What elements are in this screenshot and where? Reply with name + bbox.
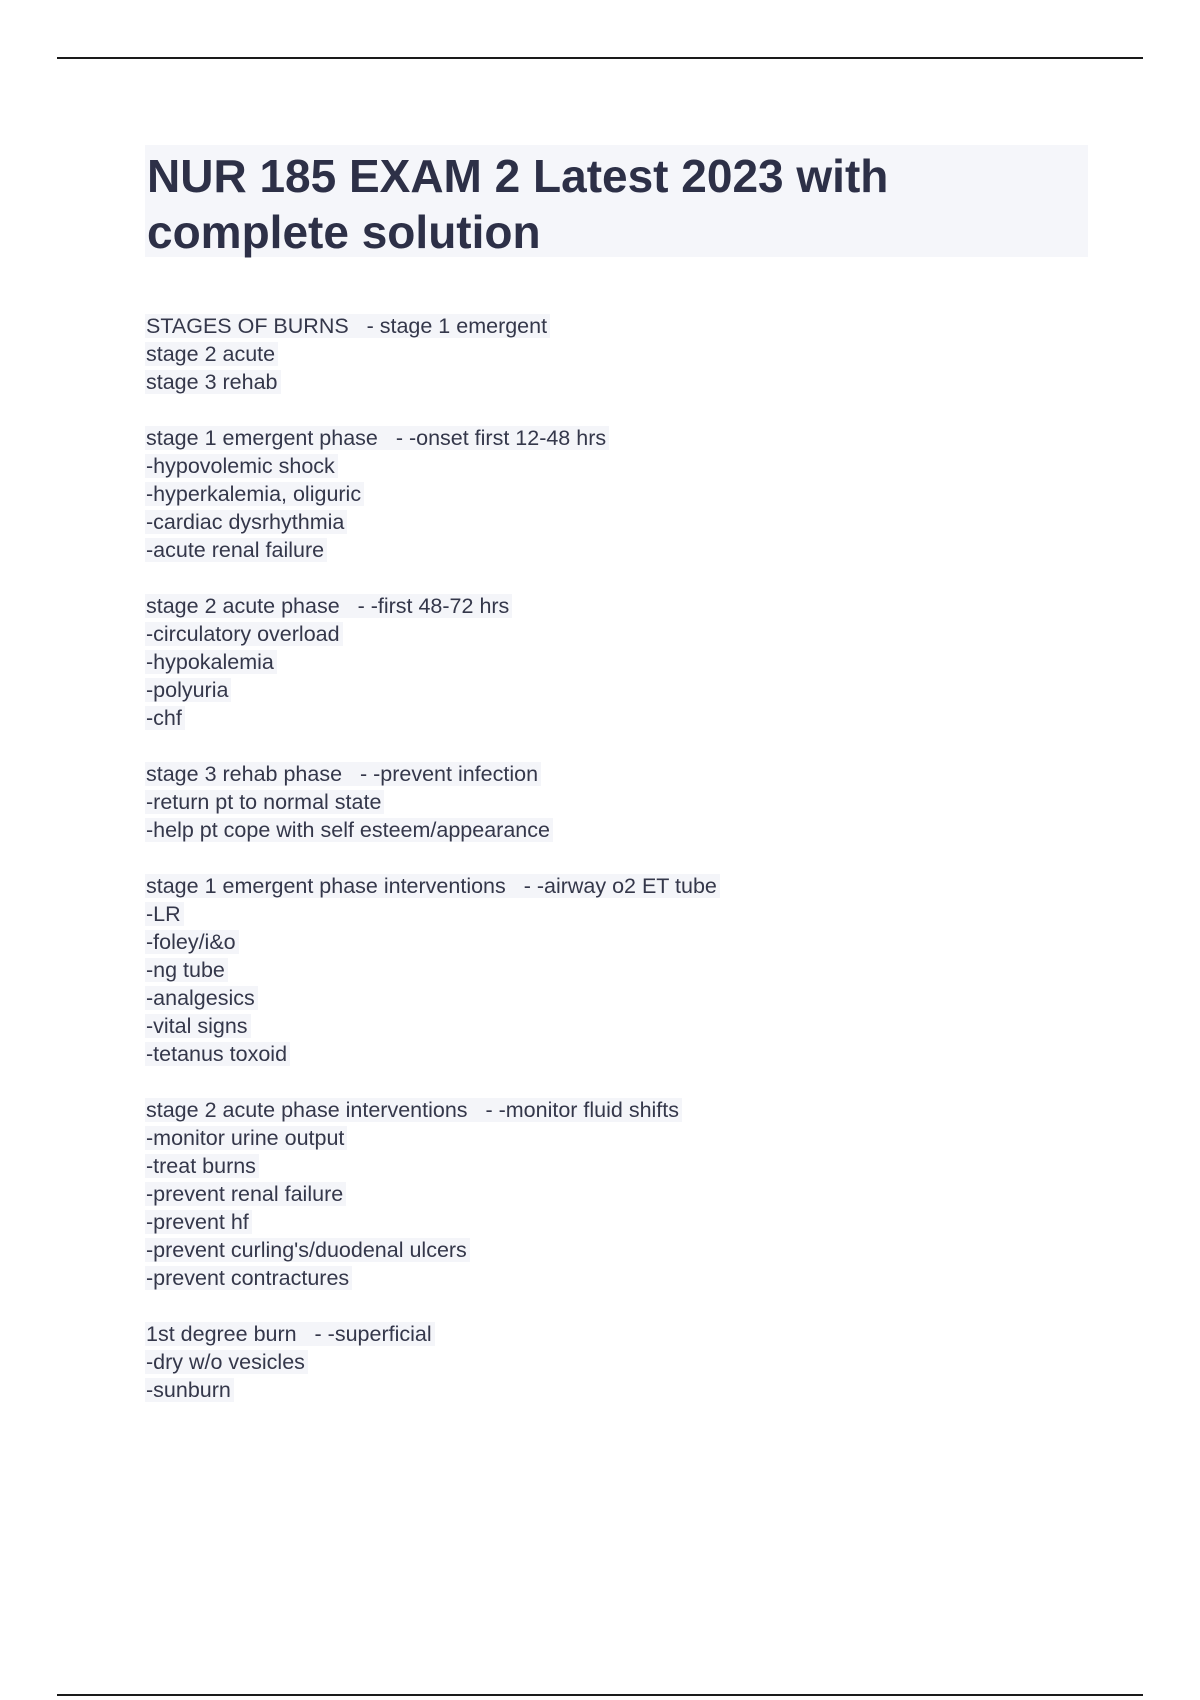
flashcard-answer-text: -prevent renal failure <box>145 1182 346 1206</box>
flashcard-answer-text: -LR <box>145 902 184 926</box>
flashcard-first-line <box>145 1096 1095 1124</box>
flashcard-answer-line <box>145 956 1095 984</box>
flashcard-answer-text: -acute renal failure <box>145 538 327 562</box>
flashcard-first-line-text <box>145 426 609 450</box>
header-rule <box>57 57 1143 59</box>
flashcard-answer-text: -prevent contractures <box>145 1266 352 1290</box>
flashcard-entry <box>145 872 1095 1068</box>
flashcard-answer-text: -circulatory overload <box>145 622 343 646</box>
flashcard-first-line <box>145 312 1095 340</box>
flashcard-answer-text: -vital signs <box>145 1014 251 1038</box>
page-title <box>147 148 1088 260</box>
flashcard-term: stage 1 emergent phase interventions <box>146 874 506 898</box>
flashcard-answer-text: -chf <box>145 706 185 730</box>
flashcard-answer-line <box>145 676 1095 704</box>
flashcard-answer-line <box>145 1348 1095 1376</box>
flashcard-answer-line <box>145 452 1095 480</box>
flashcard-answer-first: - -prevent infection <box>359 762 539 786</box>
flashcard-answer-line <box>145 1152 1095 1180</box>
flashcard-answer-text: -tetanus toxoid <box>145 1042 290 1066</box>
flashcard-answer-line <box>145 340 1095 368</box>
flashcard-answer-text: -prevent curling's/duodenal ulcers <box>145 1238 470 1262</box>
flashcard-entry <box>145 312 1095 396</box>
flashcard-answer-line <box>145 816 1095 844</box>
flashcard-answer-text: -hypovolemic shock <box>145 454 338 478</box>
flashcard-first-line-text <box>145 762 541 786</box>
flashcard-first-line-text <box>145 314 550 338</box>
flashcard-entry <box>145 1320 1095 1404</box>
flashcard-answer-text: -return pt to normal state <box>145 790 384 814</box>
flashcard-entry <box>145 760 1095 844</box>
flashcard-first-line-text <box>145 874 720 898</box>
flashcard-answer-line <box>145 480 1095 508</box>
flashcard-term: stage 2 acute phase interventions <box>146 1098 468 1122</box>
flashcard-answer-first: - -onset first 12-48 hrs <box>395 426 607 450</box>
page-title-line-2: complete solution <box>147 206 541 258</box>
flashcard-first-line-text <box>145 1098 682 1122</box>
flashcard-answer-line <box>145 648 1095 676</box>
flashcard-first-line <box>145 592 1095 620</box>
flashcard-answer-text: -hyperkalemia, oliguric <box>145 482 364 506</box>
flashcard-answer-line <box>145 536 1095 564</box>
flashcard-answer-line <box>145 368 1095 396</box>
flashcard-answer-line <box>145 1376 1095 1404</box>
flashcard-answer-text: -polyuria <box>145 678 231 702</box>
flashcard-answer-line <box>145 620 1095 648</box>
flashcard-answer-text: -cardiac dysrhythmia <box>145 510 347 534</box>
flashcard-answer-line <box>145 508 1095 536</box>
flashcard-answer-line <box>145 900 1095 928</box>
flashcard-term: stage 2 acute phase <box>146 594 340 618</box>
title-block <box>145 145 1088 257</box>
flashcard-answer-line <box>145 1264 1095 1292</box>
flashcard-answer-text: -foley/i&o <box>145 930 239 954</box>
flashcard-answer-line <box>145 1012 1095 1040</box>
flashcard-answer-line <box>145 704 1095 732</box>
flashcard-answer-text: -prevent hf <box>145 1210 252 1234</box>
page-title-line-1: NUR 185 EXAM 2 Latest 2023 with <box>147 150 889 202</box>
flashcard-entry <box>145 592 1095 732</box>
flashcard-answer-first: - stage 1 emergent <box>366 314 548 338</box>
flashcard-answer-first: - -superficial <box>314 1322 432 1346</box>
flashcard-first-line-text <box>145 594 512 618</box>
flashcard-answer-text: -hypokalemia <box>145 650 277 674</box>
footer-rule <box>57 1694 1143 1696</box>
flashcard-answer-line <box>145 1040 1095 1068</box>
flashcard-answer-line <box>145 1124 1095 1152</box>
flashcard-first-line <box>145 1320 1095 1348</box>
flashcard-answer-first: - -monitor fluid shifts <box>485 1098 680 1122</box>
flashcard-first-line-text <box>145 1322 435 1346</box>
flashcard-answer-text: stage 3 rehab <box>145 370 281 394</box>
flashcard-term: 1st degree burn <box>146 1322 297 1346</box>
flashcard-answer-text: -monitor urine output <box>145 1126 347 1150</box>
flashcard-term: stage 1 emergent phase <box>146 426 378 450</box>
flashcard-entry <box>145 424 1095 564</box>
flashcard-answer-text: -analgesics <box>145 986 258 1010</box>
flashcard-answer-line <box>145 984 1095 1012</box>
flashcard-answer-line <box>145 1236 1095 1264</box>
flashcard-answer-line <box>145 788 1095 816</box>
flashcard-answer-first: - -airway o2 ET tube <box>523 874 717 898</box>
flashcard-answer-text: -treat burns <box>145 1154 259 1178</box>
flashcard-answer-text: -ng tube <box>145 958 228 982</box>
flashcard-entry <box>145 1096 1095 1292</box>
flashcard-answer-text: -sunburn <box>145 1378 234 1402</box>
flashcard-answer-line <box>145 928 1095 956</box>
flashcard-answer-line <box>145 1208 1095 1236</box>
flashcard-first-line <box>145 760 1095 788</box>
flashcard-answer-text: -dry w/o vesicles <box>145 1350 308 1374</box>
flashcard-answer-text: -help pt cope with self esteem/appearance <box>145 818 553 842</box>
flashcard-first-line <box>145 424 1095 452</box>
flashcard-first-line <box>145 872 1095 900</box>
flashcard-answer-line <box>145 1180 1095 1208</box>
flashcard-term: STAGES OF BURNS <box>146 314 349 338</box>
flashcard-answer-text: stage 2 acute <box>145 342 278 366</box>
flashcard-list <box>145 312 1095 1432</box>
flashcard-term: stage 3 rehab phase <box>146 762 343 786</box>
flashcard-answer-first: - -first 48-72 hrs <box>357 594 510 618</box>
